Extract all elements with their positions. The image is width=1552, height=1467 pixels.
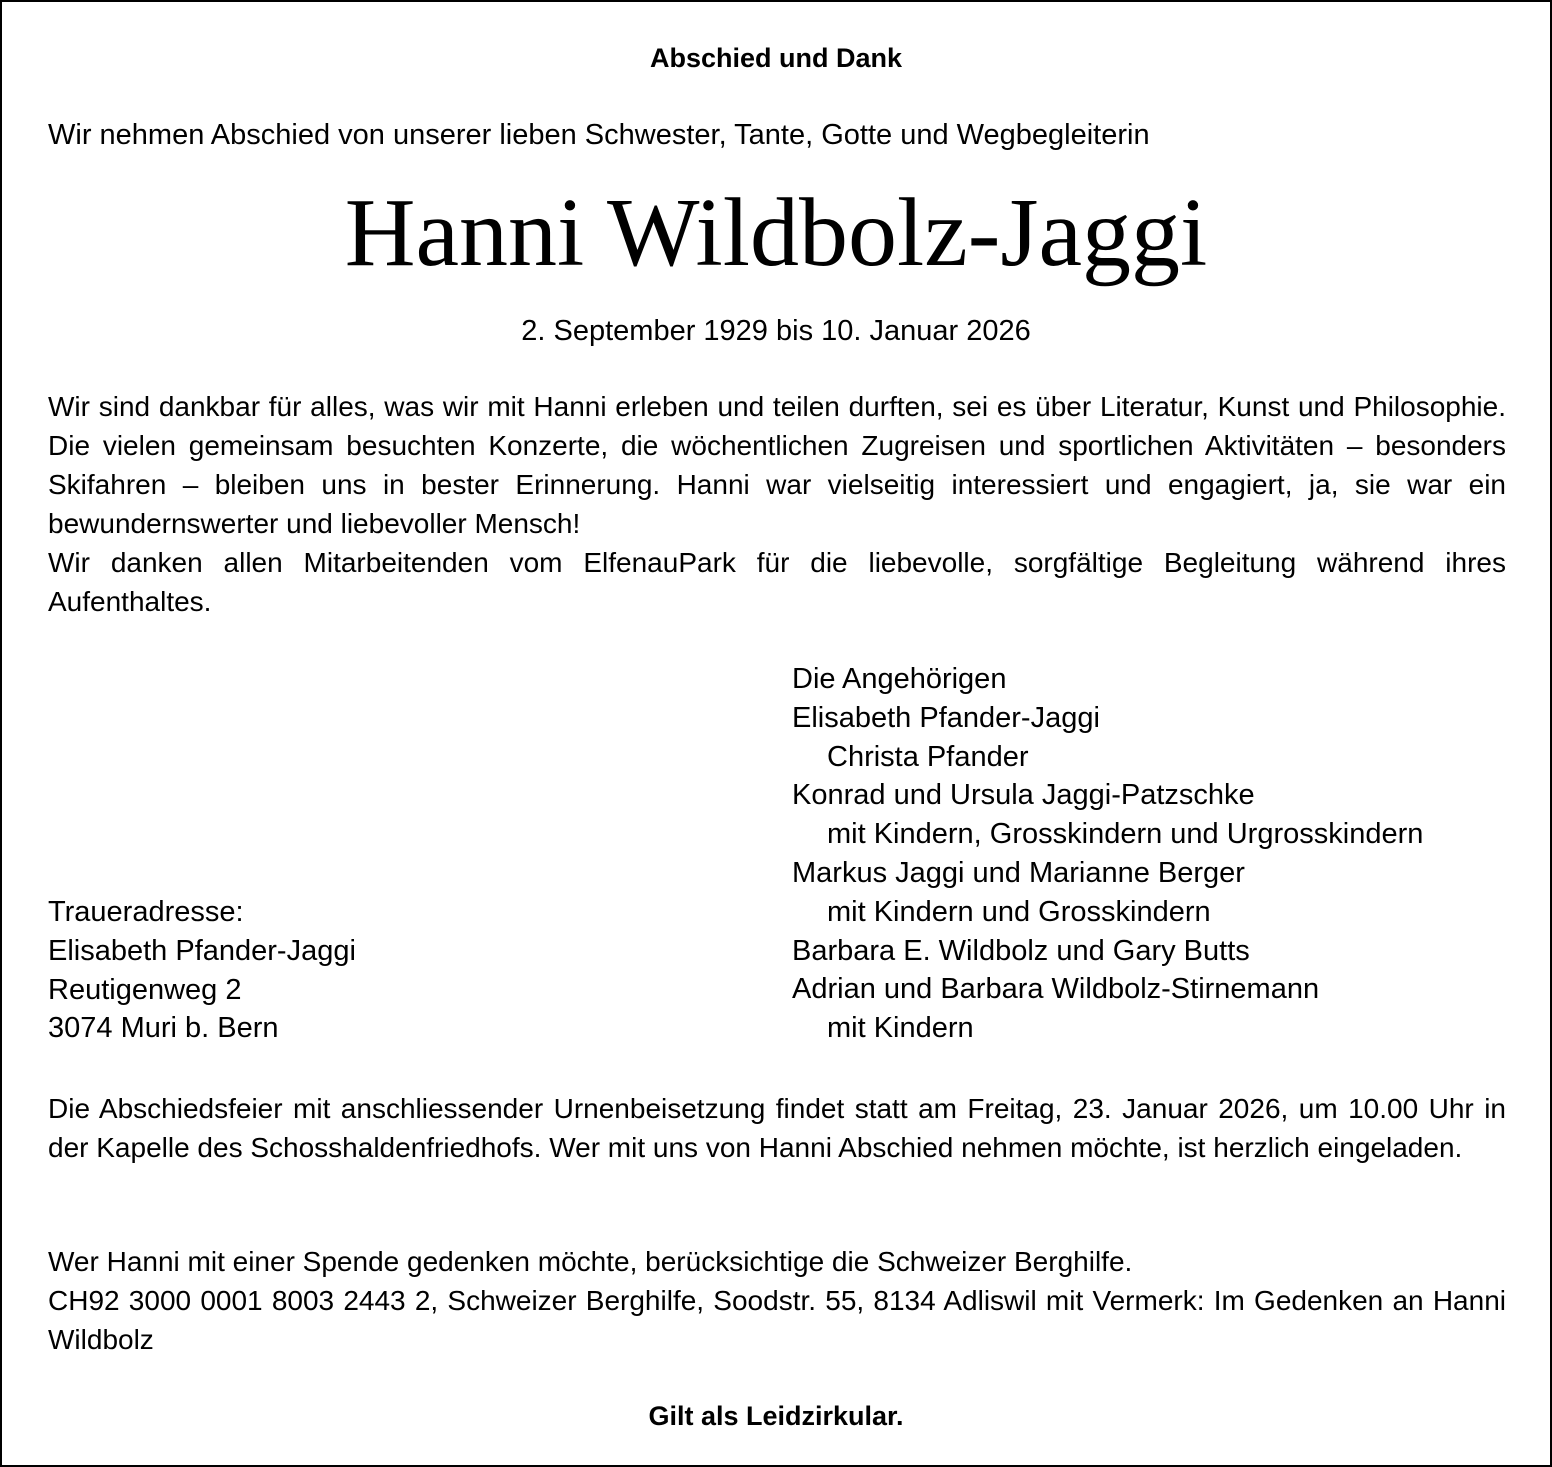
mourner-line: Konrad und Ursula Jaggi-Patzschke <box>792 779 1255 812</box>
bank-details-paragraph: CH92 3000 0001 8003 2443 2, Schweizer Berghilfe, Soodstr. 55, 8134 Adliswil mit Vermerk: Im Gedenken an Hanni Wildbolz <box>48 1285 1506 1355</box>
mourner-line: Die Angehörigen <box>792 663 1007 695</box>
notice-footer: Gilt als Leidzirkular. <box>648 1401 904 1431</box>
mourner-line: Christa Pfander <box>827 740 1029 773</box>
mourners-list <box>792 660 1423 1048</box>
ceremony-paragraph: Die Abschiedsfeier mit anschliessender Urnenbeisetzung findet statt am Freitag, 23. Januar 2026, um 10.00 Uhr in der Kapelle des Schosshaldenfriedhofs. Wer mit uns von Hanni Abschied nehmen möchte, ist herzlich eingeladen. <box>48 1093 1506 1163</box>
mourner-line: Adrian und Barbara Wildbolz-Stirnemann <box>792 973 1320 1006</box>
life-dates: 2. September 1929 bis 10. Januar 2026 <box>521 315 1031 347</box>
intro-line: Wir nehmen Abschied von unserer lieben Schwester, Tante, Gotte und Wegbegleiterin <box>48 119 1150 151</box>
gratitude-paragraph: Wir sind dankbar für alles, was wir mit Hanni erleben und teilen durften, sei es über Literatur, Kunst und Philosophie. Die vielen gemeinsam besuchten Konzerte, die wöchentlichen Zugreisen und sportlichen Aktivitäten – besonders Skifahren – bleiben uns in bester Erinnerung. Hanni war vielseitig interessiert und engagiert, ja, sie war ein bewundernswerter und liebevoller Mensch! <box>48 391 1506 539</box>
address-label: Traueradresse: <box>48 896 244 928</box>
mourner-line: Elisabeth Pfander-Jaggi <box>792 701 1100 734</box>
mourner-line: mit Kindern, Grosskindern und Urgrosskindern <box>827 818 1424 851</box>
mourning-address <box>48 893 356 1048</box>
notice-heading: Abschied und Dank <box>649 43 903 73</box>
donation-paragraph: Wer Hanni mit einer Spende gedenken möchte, berücksichtige die Schweizer Berghilfe. <box>48 1246 1133 1277</box>
deceased-name: Hanni Wildbolz-Jaggi <box>344 179 1208 287</box>
mourner-line: Markus Jaggi und Marianne Berger <box>792 856 1245 889</box>
address-street: Reutigenweg 2 <box>48 973 242 1006</box>
address-name: Elisabeth Pfander-Jaggi <box>48 934 356 967</box>
mourner-line: Barbara E. Wildbolz und Gary Butts <box>792 934 1250 967</box>
address-city: 3074 Muri b. Bern <box>48 1012 279 1045</box>
staff-thanks-paragraph: Wir danken allen Mitarbeitenden vom ElfenauPark für die liebevolle, sorgfältige Begleitung während ihres Aufenthaltes. <box>48 547 1506 617</box>
mourner-line: mit Kindern und Grosskindern <box>827 895 1211 928</box>
mourner-line: mit Kindern <box>827 1012 974 1045</box>
